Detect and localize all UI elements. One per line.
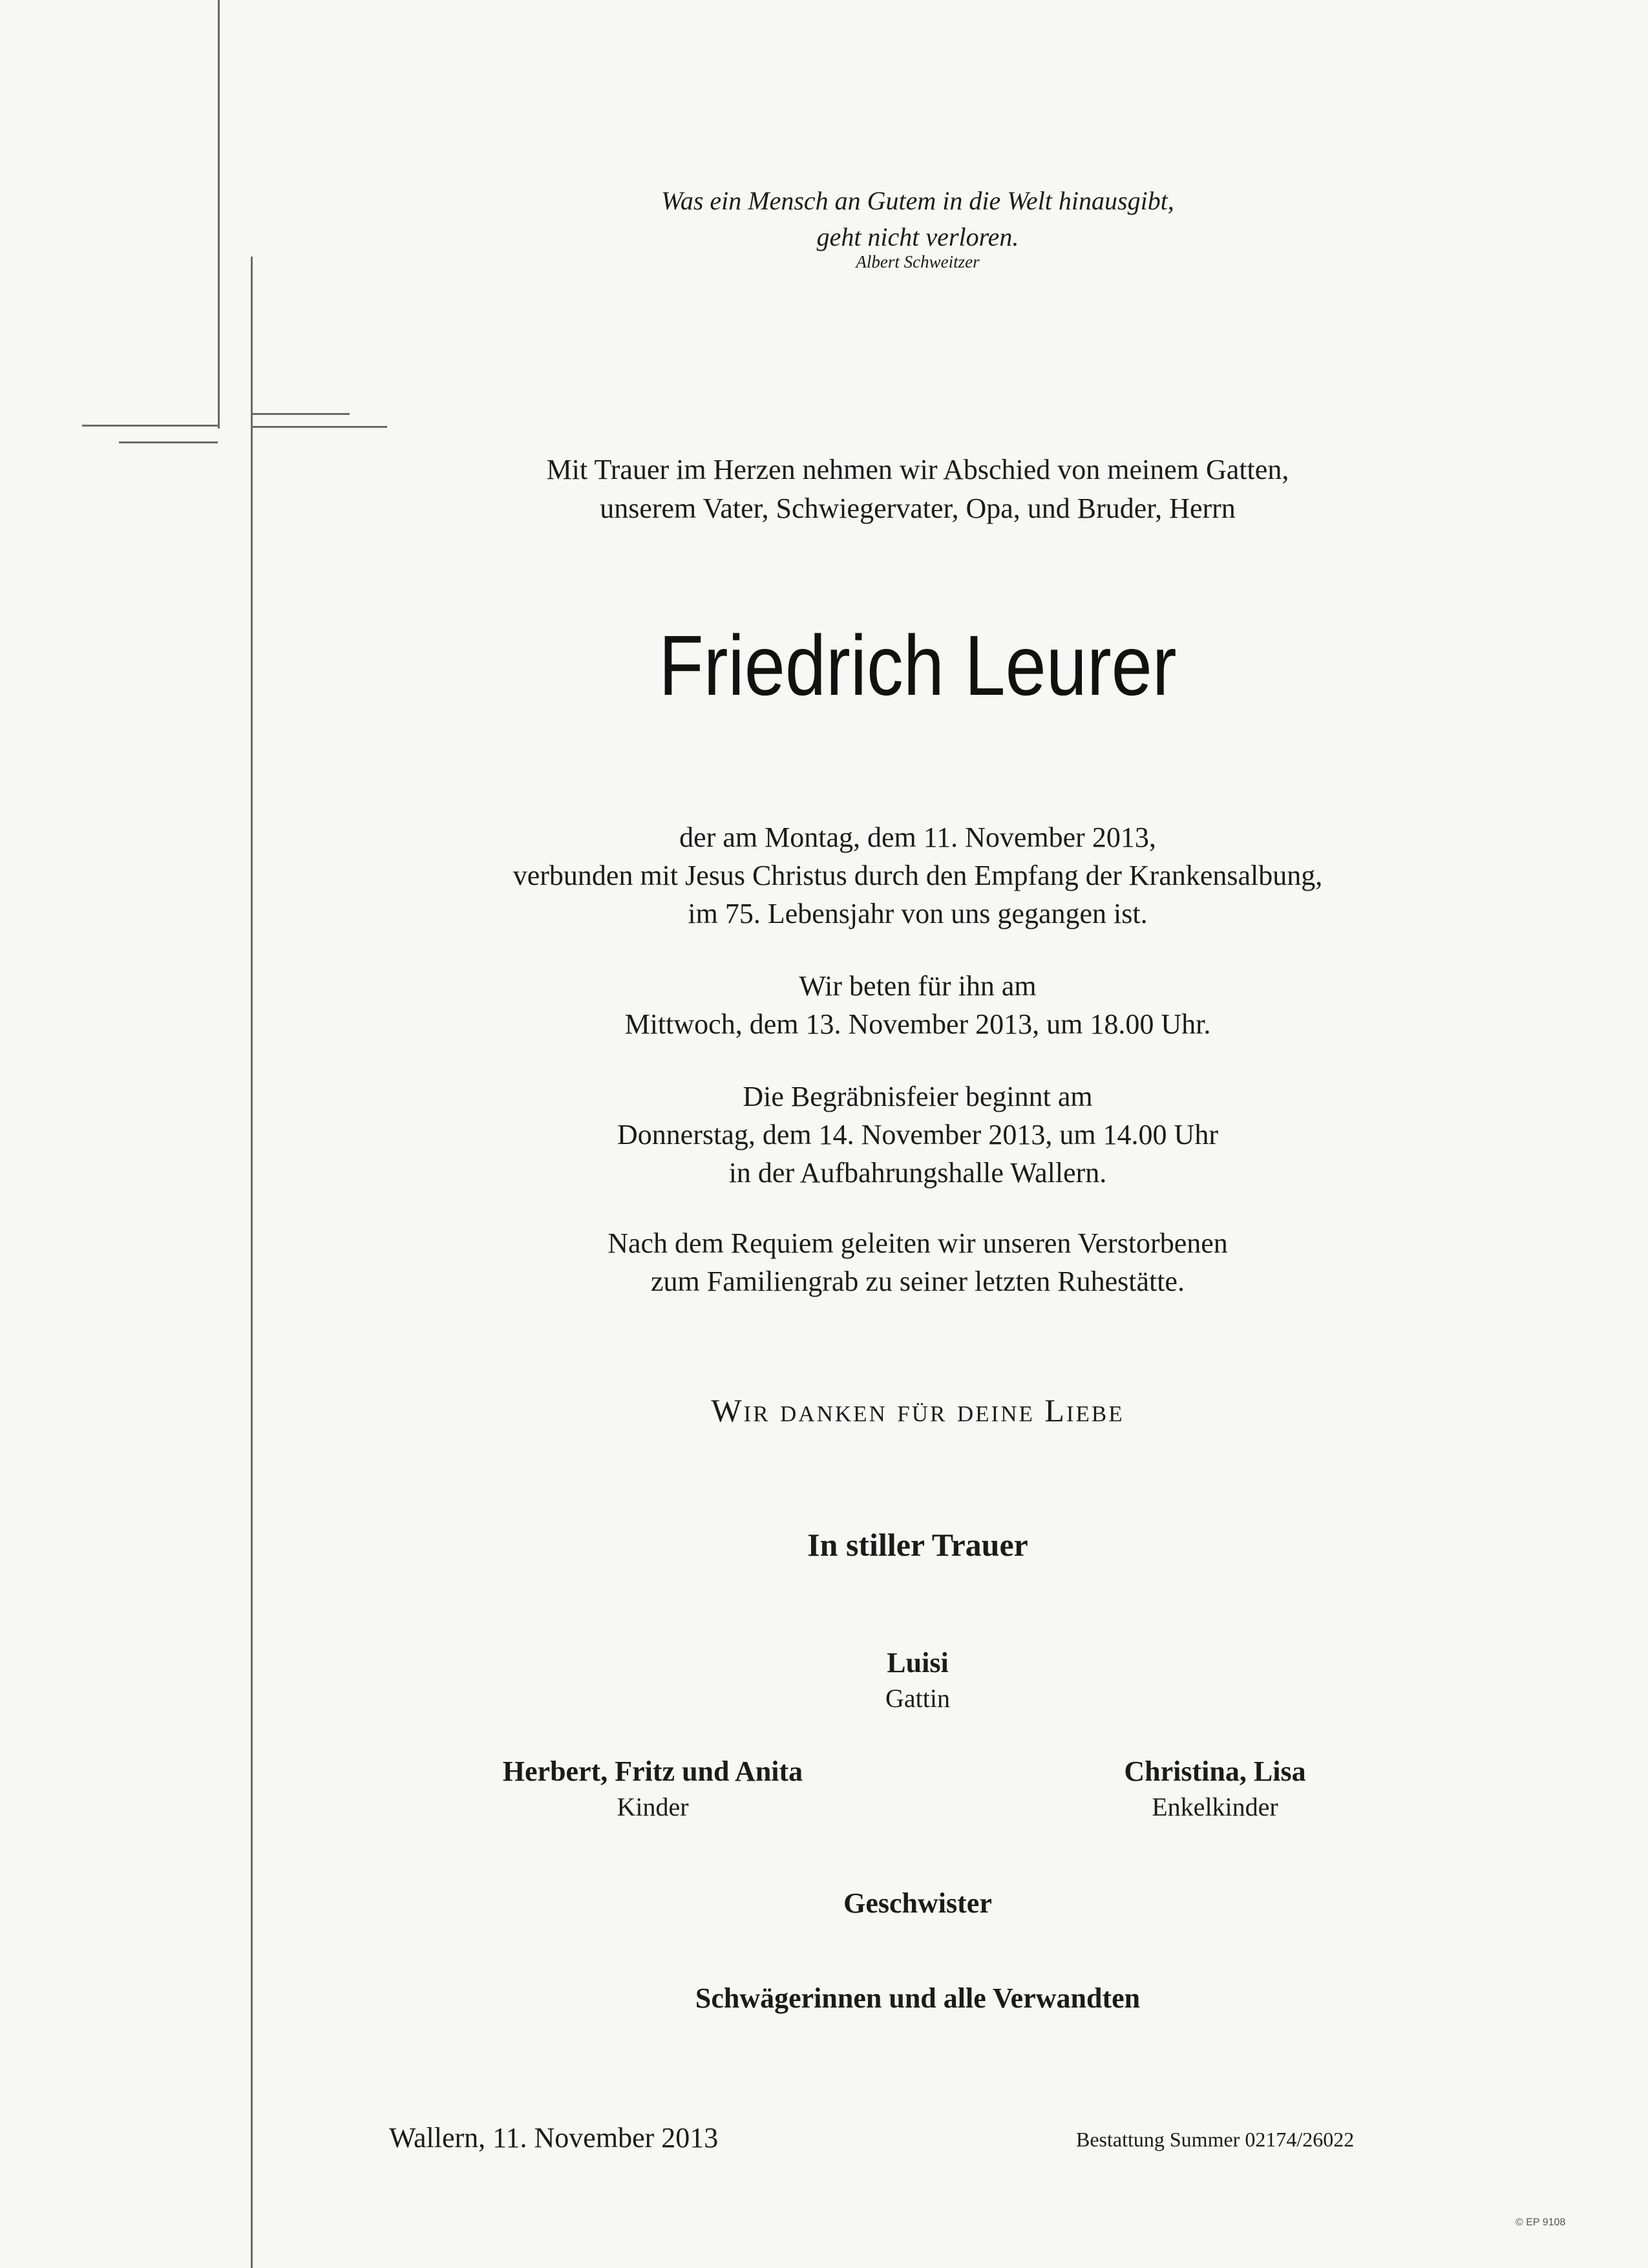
grandchildren-role: Enkelkinder [1152, 1792, 1278, 1821]
paragraph-line: Donnerstag, dem 14. November 2013, um 14.00 Uhr [617, 1119, 1218, 1150]
quote-line: Was ein Mensch an Gutem in die Welt hinausgibt, [661, 186, 1174, 215]
prayer-paragraph [362, 967, 1474, 1043]
paragraph-line: zum Familiengrab zu seiner letzten Ruhestätte. [651, 1266, 1185, 1297]
paragraph-line: im 75. Lebensjahr von uns gegangen ist. [688, 898, 1148, 929]
death-notice-paragraph [362, 818, 1474, 933]
quote-line: geht nicht verloren. [816, 222, 1019, 251]
paragraph-line: in der Aufbahrungshalle Wallern. [728, 1157, 1107, 1189]
cross-horizontal-left-lower [119, 441, 218, 443]
wife-role: Gattin [885, 1684, 950, 1713]
children-names: Herbert, Fritz und Anita [502, 1755, 803, 1787]
paragraph-line: Mittwoch, dem 13. November 2013, um 18.00 Uhr. [624, 1008, 1211, 1040]
cross-vertical-right [251, 257, 253, 2268]
place-date: Wallern, 11. November 2013 [389, 2122, 719, 2154]
cross-horizontal-left-upper [82, 425, 220, 427]
wife-name: Luisi [887, 1647, 949, 1679]
children-role: Kinder [617, 1792, 689, 1821]
mourning-heading: In stiller Trauer [807, 1527, 1028, 1563]
quote [362, 183, 1474, 255]
wife-entry [788, 1645, 1047, 1716]
copyright-note: © EP 9108 [1516, 2217, 1566, 2228]
siblings-entry: Geschwister [843, 1887, 992, 1919]
thanks-heading: Wir danken für deine Liebe [711, 1392, 1125, 1428]
undertaker-contact: Bestattung Summer 02174/26022 [1076, 2128, 1355, 2151]
paragraph-line: verbunden mit Jesus Christus durch den Empfang der Krankensalbung, [512, 860, 1323, 891]
paragraph-line: Die Begräbnisfeier beginnt am [743, 1081, 1093, 1112]
deceased-name: Friedrich Leurer [659, 618, 1177, 713]
inlaws-entry: Schwägerinnen und alle Verwandten [695, 1982, 1141, 2014]
grandchildren-names: Christina, Lisa [1124, 1755, 1306, 1787]
paragraph-line: Wir beten für ihn am [799, 970, 1037, 1002]
funeral-paragraph [362, 1077, 1474, 1192]
grandchildren-entry [1053, 1754, 1377, 1825]
paragraph-line: der am Montag, dem 11. November 2013, [679, 821, 1156, 853]
paragraph-line: Nach dem Requiem geleiten wir unseren Verstorbenen [607, 1227, 1228, 1259]
cross-horizontal-right-upper [253, 413, 350, 415]
cross-horizontal-right-lower [253, 426, 387, 428]
intro-line: Mit Trauer im Herzen nehmen wir Abschied von meinem Gatten, [546, 454, 1289, 485]
cross-vertical-left [218, 0, 220, 429]
quote-author: Albert Schweitzer [856, 252, 980, 271]
burial-paragraph [362, 1224, 1474, 1300]
intro-text [362, 450, 1474, 528]
children-entry [446, 1754, 860, 1825]
intro-line: unserem Vater, Schwiegervater, Opa, und Bruder, Herrn [600, 493, 1236, 524]
